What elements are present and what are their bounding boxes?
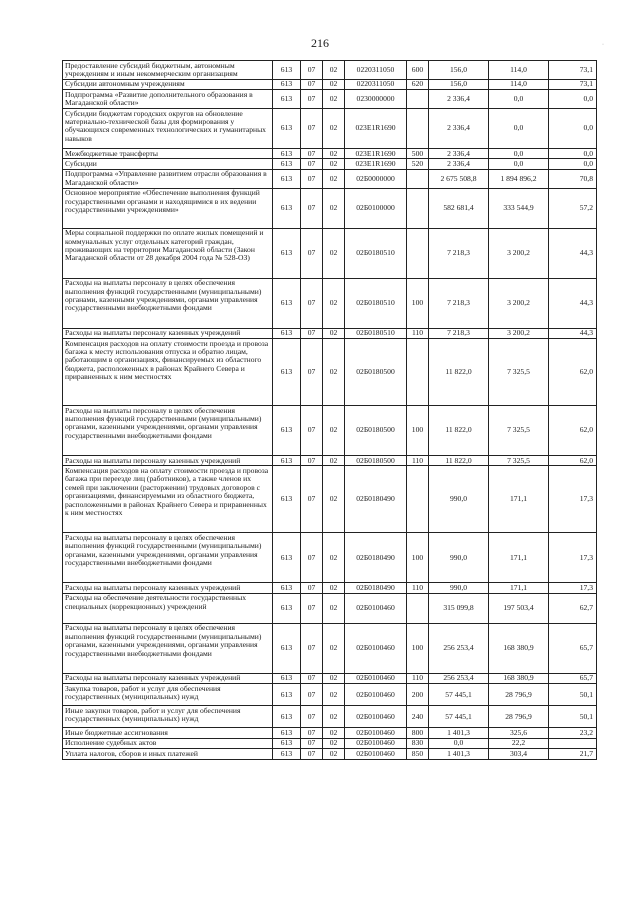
cell-planned-amount: 315 099,8 [429, 593, 489, 623]
cell-expense-type: 100 [407, 533, 429, 583]
cell-department-code: 613 [273, 673, 301, 683]
cell-section-code: 07 [301, 673, 323, 683]
cell-target-article: 02Б0180500 [345, 456, 407, 466]
cell-execution-percent: 0,0 [549, 149, 597, 159]
cell-department-code: 613 [273, 188, 301, 228]
cell-planned-amount: 57 445,1 [429, 684, 489, 706]
cell-execution-percent: 44,3 [549, 328, 597, 338]
cell-department-code: 613 [273, 583, 301, 593]
cell-actual-amount: 171,1 [489, 466, 549, 533]
table-row [63, 169, 597, 188]
cell-target-article: 02Б0180490 [345, 583, 407, 593]
cell-planned-amount: 11 822,0 [429, 456, 489, 466]
cell-target-article: 02Б0100000 [345, 188, 407, 228]
cell-subsection-code: 02 [323, 684, 345, 706]
cell-execution-percent: 73,1 [549, 79, 597, 89]
cell-execution-percent: 44,3 [549, 278, 597, 328]
cell-planned-amount: 156,0 [429, 79, 489, 89]
cell-planned-amount: 256 253,4 [429, 623, 489, 673]
cell-department-code: 613 [273, 706, 301, 728]
cell-planned-amount: 1 401,3 [429, 728, 489, 738]
cell-expense-name: Исполнение судебных актов [63, 738, 273, 748]
cell-execution-percent: 44,3 [549, 228, 597, 278]
cell-actual-amount: 333 544,9 [489, 188, 549, 228]
cell-subsection-code: 02 [323, 169, 345, 188]
table-row [63, 90, 597, 109]
cell-actual-amount: 0,0 [489, 90, 549, 109]
cell-actual-amount: 3 200,2 [489, 278, 549, 328]
cell-department-code: 613 [273, 61, 301, 80]
cell-subsection-code: 02 [323, 593, 345, 623]
cell-expense-type: 200 [407, 684, 429, 706]
table-row [63, 738, 597, 748]
cell-actual-amount: 197 503,4 [489, 593, 549, 623]
cell-planned-amount: 582 681,4 [429, 188, 489, 228]
cell-planned-amount: 2 675 508,8 [429, 169, 489, 188]
cell-expense-type [407, 109, 429, 149]
cell-actual-amount: 168 380,9 [489, 673, 549, 683]
cell-execution-percent: 73,1 [549, 61, 597, 80]
cell-expense-type: 520 [407, 159, 429, 169]
cell-execution-percent: 0,0 [549, 109, 597, 149]
cell-actual-amount: 28 796,9 [489, 706, 549, 728]
cell-subsection-code: 02 [323, 159, 345, 169]
cell-expense-name: Расходы на выплаты персоналу в целях обеспечения выполнения функций государственными (муниципальными) органами, казенными учреждениями, органами управления государственными внебюджетными фондами [63, 533, 273, 583]
cell-expense-name: Расходы на выплаты персоналу казенных учреждений [63, 583, 273, 593]
cell-subsection-code: 02 [323, 738, 345, 748]
cell-execution-percent: 50,1 [549, 706, 597, 728]
cell-section-code: 07 [301, 149, 323, 159]
cell-actual-amount: 171,1 [489, 583, 549, 593]
cell-department-code: 613 [273, 339, 301, 406]
cell-subsection-code: 02 [323, 339, 345, 406]
cell-expense-type: 850 [407, 749, 429, 759]
cell-actual-amount: 3 200,2 [489, 228, 549, 278]
cell-expense-name: Расходы на выплаты персоналу казенных учреждений [63, 673, 273, 683]
cell-expense-name: Расходы на выплаты персоналу казенных учреждений [63, 328, 273, 338]
cell-subsection-code: 02 [323, 109, 345, 149]
cell-target-article: 02Б0100460 [345, 684, 407, 706]
cell-planned-amount: 2 336,4 [429, 109, 489, 149]
cell-section-code: 07 [301, 278, 323, 328]
cell-department-code: 613 [273, 749, 301, 759]
cell-target-article: 02Б0180490 [345, 533, 407, 583]
table-body [63, 61, 597, 760]
cell-actual-amount: 7 325,5 [489, 406, 549, 456]
cell-expense-type: 100 [407, 623, 429, 673]
cell-target-article: 023E1R1690 [345, 149, 407, 159]
cell-actual-amount: 7 325,5 [489, 339, 549, 406]
cell-subsection-code: 02 [323, 583, 345, 593]
cell-subsection-code: 02 [323, 79, 345, 89]
cell-expense-name: Иные закупки товаров, работ и услуг для обеспечения государственных (муниципальных) нужд [63, 706, 273, 728]
cell-expense-type: 830 [407, 738, 429, 748]
cell-execution-percent: 17,3 [549, 583, 597, 593]
cell-planned-amount: 2 336,4 [429, 149, 489, 159]
table-row [63, 109, 597, 149]
cell-section-code: 07 [301, 169, 323, 188]
cell-expense-name: Субсидии бюджетам городских округов на обновление материально-технической базы для формирования у обучающихся современных технологических и гуманитарных навыков [63, 109, 273, 149]
cell-expense-type: 800 [407, 728, 429, 738]
cell-execution-percent: 62,0 [549, 456, 597, 466]
cell-execution-percent: 65,7 [549, 623, 597, 673]
cell-actual-amount: 28 796,9 [489, 684, 549, 706]
cell-section-code: 07 [301, 533, 323, 583]
cell-execution-percent: 62,0 [549, 339, 597, 406]
cell-execution-percent: 17,3 [549, 466, 597, 533]
cell-subsection-code: 02 [323, 149, 345, 159]
cell-actual-amount: 0,0 [489, 149, 549, 159]
cell-planned-amount: 57 445,1 [429, 706, 489, 728]
cell-actual-amount: 114,0 [489, 61, 549, 80]
cell-actual-amount: 22,2 [489, 738, 549, 748]
cell-subsection-code: 02 [323, 728, 345, 738]
table-row [63, 79, 597, 89]
cell-section-code: 07 [301, 706, 323, 728]
table-row [63, 673, 597, 683]
cell-target-article: 02Б0100460 [345, 738, 407, 748]
table-row [63, 623, 597, 673]
cell-expense-name: Компенсация расходов на оплату стоимости проезда и провоза багажа к месту использования отпуска и обратно лицам, работающим в организациях, финансируемых из областного бюджета, расположенных в районах Крайнего Севера и приравненных к ним местностях [63, 339, 273, 406]
cell-planned-amount: 0,0 [429, 738, 489, 748]
cell-planned-amount: 990,0 [429, 533, 489, 583]
cell-expense-name: Подпрограмма «Управление развитием отрасли образования в Магаданской области» [63, 169, 273, 188]
cell-expense-name: Субсидии автономным учреждениям [63, 79, 273, 89]
cell-expense-name: Уплата налогов, сборов и иных платежей [63, 749, 273, 759]
cell-section-code: 07 [301, 684, 323, 706]
cell-section-code: 07 [301, 623, 323, 673]
cell-execution-percent: 62,7 [549, 593, 597, 623]
cell-actual-amount: 0,0 [489, 109, 549, 149]
cell-section-code: 07 [301, 456, 323, 466]
cell-department-code: 613 [273, 738, 301, 748]
cell-planned-amount: 990,0 [429, 466, 489, 533]
cell-section-code: 07 [301, 583, 323, 593]
cell-expense-name: Расходы на выплаты персоналу в целях обеспечения выполнения функций государственными (муниципальными) органами, казенными учреждениями, органами управления государственными внебюджетными фондами [63, 623, 273, 673]
cell-target-article: 02Б0180500 [345, 406, 407, 456]
cell-execution-percent: 62,0 [549, 406, 597, 456]
table-row [63, 61, 597, 80]
cell-expense-name: Закупка товаров, работ и услуг для обеспечения государственных (муниципальных) нужд [63, 684, 273, 706]
cell-department-code: 613 [273, 466, 301, 533]
cell-target-article: 023E1R1690 [345, 159, 407, 169]
cell-section-code: 07 [301, 159, 323, 169]
cell-subsection-code: 02 [323, 61, 345, 80]
cell-section-code: 07 [301, 328, 323, 338]
cell-department-code: 613 [273, 109, 301, 149]
cell-execution-percent: 21,7 [549, 749, 597, 759]
cell-actual-amount: 303,4 [489, 749, 549, 759]
cell-expense-name: Расходы на выплаты персоналу в целях обеспечения выполнения функций государственными (муниципальными) органами, казенными учреждениями, органами управления государственными внебюджетными фондами [63, 406, 273, 456]
cell-expense-type [407, 90, 429, 109]
cell-section-code: 07 [301, 228, 323, 278]
cell-department-code: 613 [273, 169, 301, 188]
cell-subsection-code: 02 [323, 623, 345, 673]
cell-department-code: 613 [273, 90, 301, 109]
cell-expense-name: Подпрограмма «Развитие дополнительного образования в Магаданской области» [63, 90, 273, 109]
cell-target-article: 02Б0180510 [345, 328, 407, 338]
table-row [63, 593, 597, 623]
cell-expense-name: Расходы на обеспечение деятельности государственных специальных (коррекционных) учреждений [63, 593, 273, 623]
cell-target-article: 02Б0180510 [345, 278, 407, 328]
cell-actual-amount: 168 380,9 [489, 623, 549, 673]
cell-execution-percent: 17,3 [549, 533, 597, 583]
cell-department-code: 613 [273, 278, 301, 328]
cell-planned-amount: 7 218,3 [429, 328, 489, 338]
table-row [63, 533, 597, 583]
cell-planned-amount: 11 822,0 [429, 406, 489, 456]
table-row [63, 188, 597, 228]
cell-section-code: 07 [301, 61, 323, 80]
table-row [63, 406, 597, 456]
cell-target-article: 02Б0100460 [345, 593, 407, 623]
cell-expense-name: Компенсация расходов на оплату стоимости проезда и провоза багажа при переезде лиц (работников), а также членов их семей при заключении (расторжении) трудовых договоров с организациями, финансируемыми из областного бюджета, расположенными в районах Крайнего Севера и приравненных к ним местностях [63, 466, 273, 533]
scan-mark: · [602, 42, 604, 48]
cell-target-article: 02Б0000000 [345, 169, 407, 188]
cell-subsection-code: 02 [323, 456, 345, 466]
cell-subsection-code: 02 [323, 406, 345, 456]
table-row [63, 706, 597, 728]
cell-execution-percent: 0,0 [549, 90, 597, 109]
table-row [63, 149, 597, 159]
page-number: 216 [311, 36, 329, 50]
cell-subsection-code: 02 [323, 749, 345, 759]
cell-expense-type [407, 466, 429, 533]
cell-target-article: 02Б0180490 [345, 466, 407, 533]
cell-subsection-code: 02 [323, 533, 345, 583]
cell-department-code: 613 [273, 684, 301, 706]
cell-expense-name: Предоставление субсидий бюджетным, автономным учреждениям и иным некоммерческим организациям [63, 61, 273, 80]
cell-target-article: 02Б0180500 [345, 339, 407, 406]
cell-department-code: 613 [273, 533, 301, 583]
cell-planned-amount: 156,0 [429, 61, 489, 80]
cell-expense-name: Меры социальной поддержки по оплате жилых помещений и коммунальных услуг отдельных категорий граждан, проживающих на территории Магаданской области (Закон Магаданской области от 28 декабря 2004 года № 528-ОЗ) [63, 228, 273, 278]
cell-expense-type: 240 [407, 706, 429, 728]
cell-planned-amount: 11 822,0 [429, 339, 489, 406]
cell-planned-amount: 2 336,4 [429, 159, 489, 169]
cell-subsection-code: 02 [323, 706, 345, 728]
cell-expense-type: 110 [407, 583, 429, 593]
cell-execution-percent: 70,8 [549, 169, 597, 188]
cell-planned-amount: 990,0 [429, 583, 489, 593]
cell-actual-amount: 3 200,2 [489, 328, 549, 338]
cell-expense-name: Расходы на выплаты персоналу в целях обеспечения выполнения функций государственными (муниципальными) органами, казенными учреждениями, органами управления государственными внебюджетными фондами [63, 278, 273, 328]
cell-expense-type: 100 [407, 406, 429, 456]
cell-execution-percent: 65,7 [549, 673, 597, 683]
cell-section-code: 07 [301, 406, 323, 456]
cell-section-code: 07 [301, 90, 323, 109]
table-row [63, 228, 597, 278]
cell-department-code: 613 [273, 328, 301, 338]
cell-expense-name: Расходы на выплаты персоналу казенных учреждений [63, 456, 273, 466]
cell-execution-percent: 50,1 [549, 684, 597, 706]
cell-actual-amount: 325,6 [489, 728, 549, 738]
table-row [63, 583, 597, 593]
cell-actual-amount: 7 325,5 [489, 456, 549, 466]
table-row [63, 466, 597, 533]
table-row [63, 456, 597, 466]
cell-expense-type: 110 [407, 328, 429, 338]
cell-target-article: 02Б0100460 [345, 728, 407, 738]
cell-subsection-code: 02 [323, 278, 345, 328]
cell-execution-percent [549, 738, 597, 748]
cell-target-article: 0220311050 [345, 79, 407, 89]
cell-section-code: 07 [301, 738, 323, 748]
cell-subsection-code: 02 [323, 466, 345, 533]
cell-department-code: 613 [273, 728, 301, 738]
table-row [63, 159, 597, 169]
cell-target-article: 02Б0100460 [345, 706, 407, 728]
cell-department-code: 613 [273, 593, 301, 623]
table-row [63, 339, 597, 406]
cell-expense-type [407, 169, 429, 188]
cell-target-article: 02Б0100460 [345, 623, 407, 673]
cell-expense-type [407, 593, 429, 623]
cell-subsection-code: 02 [323, 90, 345, 109]
cell-section-code: 07 [301, 593, 323, 623]
cell-actual-amount: 114,0 [489, 79, 549, 89]
cell-section-code: 07 [301, 728, 323, 738]
cell-expense-type [407, 228, 429, 278]
cell-expense-type: 110 [407, 456, 429, 466]
cell-planned-amount: 2 336,4 [429, 90, 489, 109]
table-row [63, 749, 597, 759]
cell-department-code: 613 [273, 228, 301, 278]
cell-target-article: 0230000000 [345, 90, 407, 109]
cell-section-code: 07 [301, 109, 323, 149]
cell-target-article: 0220311050 [345, 61, 407, 80]
cell-execution-percent: 57,2 [549, 188, 597, 228]
cell-department-code: 613 [273, 456, 301, 466]
cell-expense-name: Основное мероприятие «Обеспечение выполнения функций государственными органами и находящимися в их ведении государственными учреждениями» [63, 188, 273, 228]
cell-expense-type: 100 [407, 278, 429, 328]
cell-target-article: 02Б0100460 [345, 673, 407, 683]
cell-department-code: 613 [273, 406, 301, 456]
table-row [63, 728, 597, 738]
cell-expense-type [407, 339, 429, 406]
cell-actual-amount: 1 894 896,2 [489, 169, 549, 188]
cell-expense-name: Иные бюджетные ассигнования [63, 728, 273, 738]
cell-subsection-code: 02 [323, 673, 345, 683]
cell-planned-amount: 7 218,3 [429, 278, 489, 328]
cell-subsection-code: 02 [323, 228, 345, 278]
cell-target-article: 02Б0180510 [345, 228, 407, 278]
cell-expense-type: 110 [407, 673, 429, 683]
cell-department-code: 613 [273, 623, 301, 673]
cell-expense-type [407, 188, 429, 228]
cell-section-code: 07 [301, 79, 323, 89]
cell-actual-amount: 171,1 [489, 533, 549, 583]
table-row [63, 328, 597, 338]
cell-actual-amount: 0,0 [489, 159, 549, 169]
table-row [63, 684, 597, 706]
cell-department-code: 613 [273, 159, 301, 169]
cell-expense-type: 600 [407, 61, 429, 80]
cell-expense-name: Межбюджетные трансферты [63, 149, 273, 159]
cell-execution-percent: 0,0 [549, 159, 597, 169]
cell-subsection-code: 02 [323, 188, 345, 228]
cell-expense-type: 620 [407, 79, 429, 89]
cell-expense-type: 500 [407, 149, 429, 159]
cell-execution-percent: 23,2 [549, 728, 597, 738]
cell-section-code: 07 [301, 339, 323, 406]
cell-section-code: 07 [301, 466, 323, 533]
cell-expense-name: Субсидии [63, 159, 273, 169]
cell-planned-amount: 1 401,3 [429, 749, 489, 759]
budget-execution-table [62, 60, 597, 760]
cell-planned-amount: 256 253,4 [429, 673, 489, 683]
table-row [63, 278, 597, 328]
cell-target-article: 02Б0100460 [345, 749, 407, 759]
cell-planned-amount: 7 218,3 [429, 228, 489, 278]
cell-subsection-code: 02 [323, 328, 345, 338]
cell-target-article: 023E1R1690 [345, 109, 407, 149]
cell-department-code: 613 [273, 79, 301, 89]
cell-section-code: 07 [301, 749, 323, 759]
cell-section-code: 07 [301, 188, 323, 228]
cell-department-code: 613 [273, 149, 301, 159]
